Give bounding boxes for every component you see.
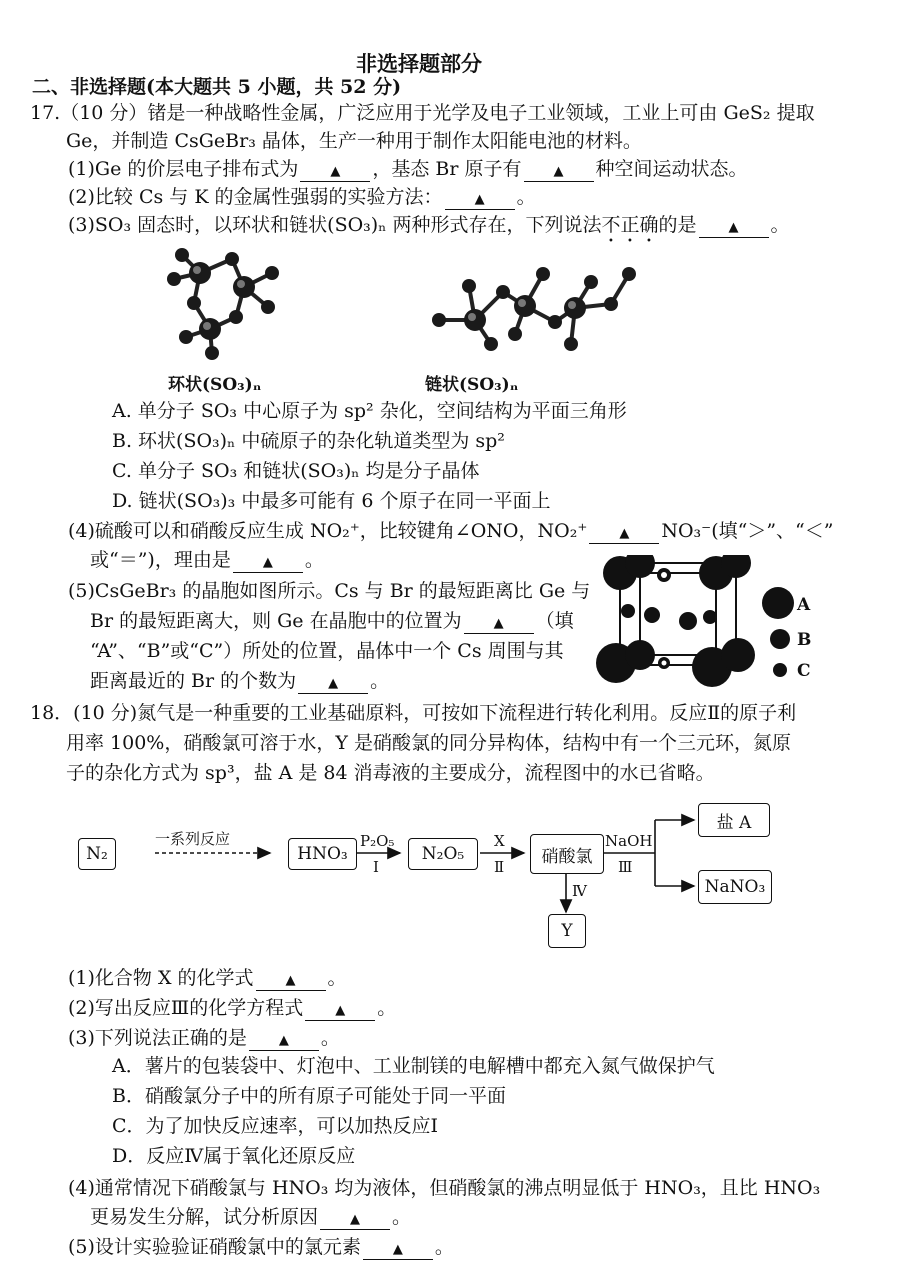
q17-part1: [68, 156, 748, 182]
q17-part3-text-c: 。: [770, 214, 790, 236]
answer-blank[interactable]: ▲: [320, 1211, 390, 1230]
q17-part2: [68, 184, 536, 210]
q17-part4-line1: [68, 518, 833, 544]
q17-part4-text-a: (4)硫酸可以和硝酸反应生成 NO₂⁺，比较键角∠ONO，NO₂⁺: [68, 520, 588, 542]
q18-part4-line1: (4)通常情况下硝酸氯与 HNO₃ 均为液体，但硝酸氯的沸点明显低于 HNO₃，且比 HNO₃: [68, 1177, 821, 1199]
answer-blank[interactable]: ▲: [233, 554, 303, 573]
q18-option-a: A．薯片的包装袋中、灯泡中、工业制镁的电解槽中都充入氮气做保护气: [112, 1055, 715, 1077]
q17-part3-text-b: 的是: [658, 214, 697, 236]
answer-blank[interactable]: ▲: [589, 525, 659, 544]
q18-part2: [68, 995, 396, 1021]
flow-label-series: 一系列反应: [155, 830, 231, 848]
q18-intro-line2: 用率 100%，硝酸氯可溶于水，Y 是硝酸氯的同分异构体，结构中有一个三元环，氮原: [66, 732, 791, 754]
q17-part4-text-d: 。: [304, 549, 324, 571]
q17-option-d: D. 链状(SO₃)₃ 中最多可能有 6 个原子在同一平面上: [112, 490, 551, 512]
q18-intro-line3: 子的杂化方式为 sp³，盐 A 是 84 消毒液的主要成分，流程图中的水已省略。: [66, 762, 715, 784]
emphasis-text: 不正确: [601, 214, 659, 236]
answer-blank[interactable]: ▲: [524, 163, 594, 182]
flow-node-n2: N₂: [78, 838, 116, 870]
q17-option-a: A. 单分子 SO₃ 中心原子为 sp² 杂化，空间结构为平面三角形: [112, 400, 627, 422]
q17-intro-line1: 17.（10 分）锗是一种战略性金属，广泛应用于光学及电子工业领域，工业上可由 GeS₂ 提取: [30, 102, 815, 124]
flow-node-clno3: 硝酸氯: [530, 834, 604, 874]
q18-part4-text-b: 。: [392, 1206, 412, 1228]
flow-label-p2o5: P₂O₅: [360, 832, 395, 850]
q17-option-c: C. 单分子 SO₃ 和链状(SO₃)ₙ 均是分子晶体: [112, 460, 480, 482]
q18-part2-text-b: 。: [377, 997, 397, 1019]
ring-so3-label: 环状(SO₃)ₙ: [168, 375, 262, 395]
q18-option-d: D．反应Ⅳ属于氧化还原反应: [112, 1145, 356, 1167]
q17-part5-text-b: （填: [535, 610, 574, 632]
q18-part1-text-a: (1)化合物 X 的化学式: [68, 967, 254, 989]
q17-part1-text-b: ，基态 Br 原子有: [372, 158, 522, 180]
flow-label-r1: Ⅰ: [373, 858, 379, 876]
q18-part3: [68, 1025, 340, 1051]
q18-part3-text-a: (3)下列说法正确的是: [68, 1027, 247, 1049]
answer-blank[interactable]: ▲: [363, 1241, 433, 1260]
q17-part2-text-a: (2)比较 Cs 与 K 的金属性强弱的实验方法：: [68, 186, 443, 208]
q18-part5-text-a: (5)设计实验验证硝酸氯中的氯元素: [68, 1236, 361, 1258]
chain-so3-molecule-image: [425, 262, 645, 362]
answer-blank[interactable]: ▲: [256, 972, 326, 991]
legend-markers: [760, 583, 800, 693]
q17-part5-line2: [90, 608, 574, 634]
flow-node-y: Y: [548, 914, 586, 948]
section-heading: 二、非选择题(本大题共 5 小题，共 52 分): [32, 76, 402, 98]
q17-intro-line2: Ge，并制造 CsGeBr₃ 晶体，生产一种用于制作太阳能电池的材料。: [66, 130, 642, 152]
q17-option-b: B. 环状(SO₃)ₙ 中硫原子的杂化轨道类型为 sp²: [112, 430, 505, 452]
answer-blank[interactable]: ▲: [249, 1032, 319, 1051]
legend-label-c: C: [797, 661, 811, 681]
q17-part3-text-a: (3)SO₃ 固态时，以环状和链状(SO₃)ₙ 两种形式存在，下列说法: [68, 214, 602, 236]
q17-part3: [68, 212, 790, 247]
ring-so3-molecule-image: [160, 245, 290, 365]
answer-blank[interactable]: ▲: [699, 219, 769, 238]
q18-part3-text-b: 。: [320, 1027, 340, 1049]
flow-node-nano3: NaNO₃: [698, 870, 772, 904]
flow-label-r2: Ⅱ: [494, 858, 505, 876]
q18-intro-line1: 18．(10 分)氮气是一种重要的工业基础原料，可按如下流程进行转化利用。反应Ⅱ的原子利: [30, 702, 797, 724]
chain-so3-label: 链状(SO₃)ₙ: [425, 375, 519, 395]
q17-part1-text-a: (1)Ge 的价层电子排布式为: [68, 158, 299, 180]
q18-part5: [68, 1234, 454, 1260]
crystal-cell-image: [592, 555, 762, 695]
q17-part5-text-d: 。: [370, 670, 390, 692]
q17-part4-line2: [90, 547, 324, 573]
q17-part4-text-c: 或“＝”)，理由是: [90, 549, 231, 571]
answer-blank[interactable]: ▲: [464, 615, 534, 634]
q18-part5-text-b: 。: [434, 1236, 454, 1258]
q17-part5-line4: [90, 668, 389, 694]
q18-part1-text-b: 。: [327, 967, 347, 989]
q17-part4-text-b: NO₃⁻(填“＞”、“＜”: [661, 520, 834, 542]
q18-part4-text-a: 更易发生分解，试分析原因: [90, 1206, 319, 1228]
q18-option-b: B．硝酸氯分子中的所有原子可能处于同一平面: [112, 1085, 506, 1107]
q17-part5-text-c: 距离最近的 Br 的个数为: [90, 670, 297, 692]
q17-part5-text-a: Br 的最短距离大，则 Ge 在晶胞中的位置为: [90, 610, 462, 632]
flow-label-r3: Ⅲ: [618, 858, 633, 876]
flow-label-x: X: [494, 832, 505, 850]
q17-part1-text-c: 种空间运动状态。: [595, 158, 748, 180]
q17-part2-text-b: 。: [516, 186, 536, 208]
q17-part5-line3: “A”、“B”或“C”）所处的位置，晶体中一个 Cs 周围与其: [90, 640, 564, 662]
flow-node-salt-a: 盐 A: [698, 803, 770, 837]
answer-blank[interactable]: ▲: [445, 191, 515, 210]
q18-part1: [68, 965, 347, 991]
legend-label-b: B: [797, 630, 812, 650]
flow-label-r4: Ⅳ: [572, 882, 587, 900]
q18-part4-line2: [90, 1204, 411, 1230]
q18-option-c: C．为了加快反应速率，可以加热反应Ⅰ: [112, 1115, 439, 1137]
answer-blank[interactable]: ▲: [300, 163, 370, 182]
q17-part5-line1: (5)CsGeBr₃ 的晶胞如图所示。Cs 与 Br 的最短距离比 Ge 与: [68, 580, 591, 602]
flow-label-naoh: NaOH: [605, 832, 653, 850]
legend-label-a: A: [797, 595, 811, 615]
section-title: 非选择题部分: [356, 51, 482, 76]
q18-part2-text-a: (2)写出反应Ⅲ的化学方程式: [68, 997, 304, 1019]
answer-blank[interactable]: ▲: [305, 1002, 375, 1021]
flow-node-hno3: HNO₃: [288, 838, 357, 870]
flow-node-n2o5: N₂O₅: [408, 838, 478, 870]
answer-blank[interactable]: ▲: [298, 675, 368, 694]
